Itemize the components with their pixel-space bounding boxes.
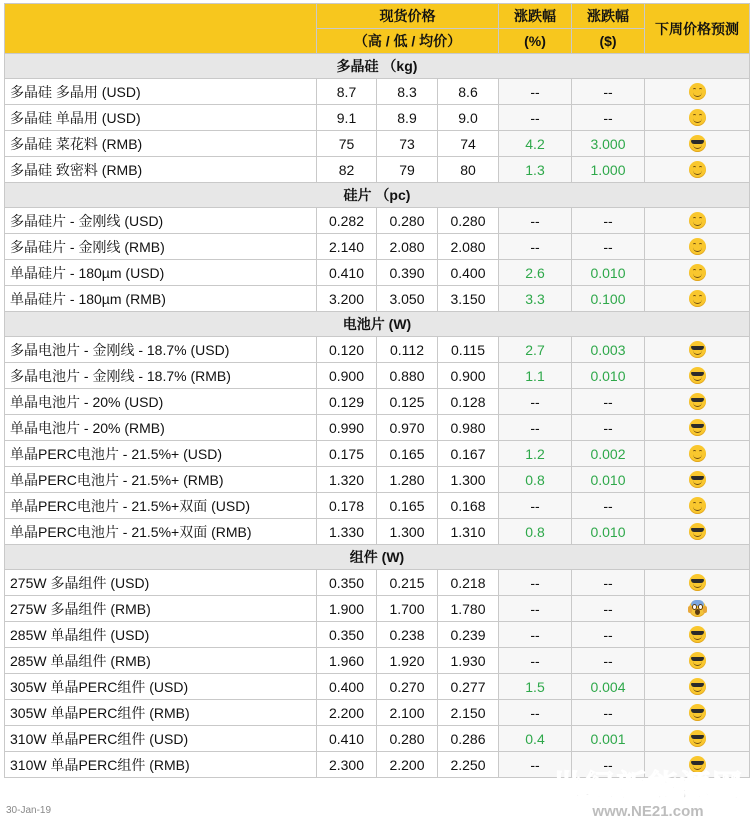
price-low: 0.970 [377,415,438,441]
smiling-face-icon [689,109,706,126]
sunglasses-face-icon [689,523,706,540]
table-row [5,519,750,545]
forecast-cell [645,105,750,131]
price-high: 0.350 [317,570,377,596]
price-average: 0.115 [438,337,499,363]
header-change-usd: 涨跌幅 [572,4,645,29]
price-low: 0.280 [377,208,438,234]
table-row [5,105,750,131]
product-name: 单晶PERC电池片 - 21.5%+ (RMB) [5,467,317,493]
price-low: 1.920 [377,648,438,674]
product-name: 305W 单晶PERC组件 (RMB) [5,700,317,726]
price-low: 2.200 [377,752,438,778]
change-usd: 1.000 [572,157,645,183]
table-row [5,596,750,622]
change-usd: 0.010 [572,519,645,545]
product-name: 285W 单晶组件 (USD) [5,622,317,648]
sunglasses-face-icon [689,419,706,436]
price-low: 3.050 [377,286,438,312]
change-usd: 0.001 [572,726,645,752]
sunglasses-face-icon [689,135,706,152]
sunglasses-face-icon [689,730,706,747]
forecast-cell [645,467,750,493]
product-name: 单晶硅片 - 180µm (RMB) [5,286,317,312]
change-percent: -- [499,79,572,105]
price-high: 8.7 [317,79,377,105]
change-percent: -- [499,105,572,131]
forecast-cell [645,337,750,363]
table-row [5,234,750,260]
table-row [5,286,750,312]
sunglasses-face-icon [689,341,706,358]
change-percent: 0.8 [499,467,572,493]
sunglasses-face-icon [689,678,706,695]
table-row [5,389,750,415]
price-average: 0.218 [438,570,499,596]
forecast-cell [645,674,750,700]
change-usd: -- [572,208,645,234]
change-percent: 2.7 [499,337,572,363]
price-average: 74 [438,131,499,157]
price-low: 0.270 [377,674,438,700]
product-name: 多晶硅 多晶用 (USD) [5,79,317,105]
price-low: 0.165 [377,493,438,519]
change-usd: -- [572,389,645,415]
price-high: 0.990 [317,415,377,441]
price-high: 2.300 [317,752,377,778]
price-average: 1.300 [438,467,499,493]
section-header-row [5,54,750,79]
sunglasses-face-icon [689,471,706,488]
table-row [5,131,750,157]
change-usd: -- [572,622,645,648]
price-high: 3.200 [317,286,377,312]
change-usd: 0.010 [572,260,645,286]
table-row [5,208,750,234]
sunglasses-face-icon [689,652,706,669]
product-name: 多晶电池片 - 金刚线 - 18.7% (USD) [5,337,317,363]
section-title: 硅片 （pc) [5,183,750,208]
table-row [5,726,750,752]
report-date: 30-Jan-19 [6,805,52,816]
forecast-cell [645,131,750,157]
product-name: 310W 单晶PERC组件 (RMB) [5,752,317,778]
sunglasses-face-icon [689,574,706,591]
price-high: 0.350 [317,622,377,648]
change-percent: 2.6 [499,260,572,286]
price-high: 75 [317,131,377,157]
table-row [5,157,750,183]
change-usd: 0.010 [572,363,645,389]
change-percent: 1.5 [499,674,572,700]
price-low: 0.238 [377,622,438,648]
price-low: 79 [377,157,438,183]
price-average: 2.150 [438,700,499,726]
forecast-cell [645,700,750,726]
price-low: 0.215 [377,570,438,596]
product-name: 单晶硅片 - 180µm (USD) [5,260,317,286]
table-row [5,337,750,363]
table-row [5,467,750,493]
table-row [5,700,750,726]
table-row [5,674,750,700]
header-spot-price-sub: （高 / 低 / 均价） [317,29,499,54]
price-high: 1.960 [317,648,377,674]
product-name: 单晶PERC电池片 - 21.5%+双面 (USD) [5,493,317,519]
product-name: 285W 单晶组件 (RMB) [5,648,317,674]
product-name: 多晶硅片 - 金刚线 (RMB) [5,234,317,260]
watermark-title: 世纪新能源网 [552,770,744,803]
forecast-cell [645,234,750,260]
price-high: 0.900 [317,363,377,389]
price-average: 0.900 [438,363,499,389]
forecast-cell [645,79,750,105]
price-average: 2.250 [438,752,499,778]
change-percent: -- [499,596,572,622]
change-percent: -- [499,208,572,234]
price-low: 0.112 [377,337,438,363]
table-row [5,570,750,596]
header-forecast: 下周价格预测 [645,4,750,54]
product-name: 多晶硅 菜花料 (RMB) [5,131,317,157]
change-usd: -- [572,648,645,674]
change-usd: -- [572,700,645,726]
change-percent: 0.8 [499,519,572,545]
change-usd: -- [572,415,645,441]
header-name-cell [5,4,317,54]
product-name: 单晶电池片 - 20% (USD) [5,389,317,415]
price-table [4,3,750,778]
section-title: 电池片 (W) [5,312,750,337]
price-high: 0.178 [317,493,377,519]
table-row [5,79,750,105]
product-name: 305W 单晶PERC组件 (USD) [5,674,317,700]
table-row [5,415,750,441]
change-percent: 0.4 [499,726,572,752]
price-average: 1.310 [438,519,499,545]
change-percent: -- [499,622,572,648]
change-usd: -- [572,570,645,596]
forecast-cell [645,415,750,441]
product-name: 275W 多晶组件 (USD) [5,570,317,596]
forecast-cell [645,363,750,389]
sunglasses-face-icon [689,393,706,410]
forecast-cell [645,157,750,183]
change-usd: 0.003 [572,337,645,363]
change-percent: -- [499,389,572,415]
change-usd: 0.010 [572,467,645,493]
section-title: 多晶硅 （kg) [5,54,750,79]
product-name: 多晶硅 单晶用 (USD) [5,105,317,131]
header-change-pct-unit: (%) [499,29,572,54]
price-low: 2.080 [377,234,438,260]
header-change-pct: 涨跌幅 [499,4,572,29]
price-average: 3.150 [438,286,499,312]
smiling-face-icon [689,264,706,281]
price-high: 0.410 [317,726,377,752]
price-low: 73 [377,131,438,157]
price-average: 1.930 [438,648,499,674]
price-high: 0.120 [317,337,377,363]
price-high: 1.320 [317,467,377,493]
product-name: 单晶PERC电池片 - 21.5%+ (USD) [5,441,317,467]
table-row [5,622,750,648]
price-low: 0.165 [377,441,438,467]
price-average: 9.0 [438,105,499,131]
price-high: 2.140 [317,234,377,260]
product-name: 多晶硅 致密料 (RMB) [5,157,317,183]
table-row [5,441,750,467]
header-change-usd-unit: ($) [572,29,645,54]
smiling-face-icon [689,445,706,462]
screaming-face-icon [689,600,706,617]
header-row-1 [5,4,750,29]
smiling-face-icon [689,238,706,255]
change-usd: 0.004 [572,674,645,700]
price-average: 0.400 [438,260,499,286]
change-percent: -- [499,493,572,519]
forecast-cell [645,726,750,752]
price-low: 0.125 [377,389,438,415]
forecast-cell [645,389,750,415]
price-average: 8.6 [438,79,499,105]
price-average: 0.280 [438,208,499,234]
price-low: 8.3 [377,79,438,105]
change-usd: 3.000 [572,131,645,157]
product-name: 多晶电池片 - 金刚线 - 18.7% (RMB) [5,363,317,389]
change-percent: 3.3 [499,286,572,312]
price-low: 8.9 [377,105,438,131]
price-high: 0.175 [317,441,377,467]
smiling-face-icon [689,290,706,307]
forecast-cell [645,493,750,519]
change-usd: -- [572,105,645,131]
header-spot-price: 现货价格 [317,4,499,29]
price-low: 1.300 [377,519,438,545]
forecast-cell [645,519,750,545]
price-average: 0.277 [438,674,499,700]
change-percent: 1.2 [499,441,572,467]
forecast-cell [645,648,750,674]
sunglasses-face-icon [689,704,706,721]
change-percent: -- [499,570,572,596]
forecast-cell [645,286,750,312]
forecast-cell [645,208,750,234]
smiling-face-icon [689,83,706,100]
section-header-row [5,312,750,337]
change-percent: 4.2 [499,131,572,157]
section-title: 组件 (W) [5,545,750,570]
product-name: 单晶PERC电池片 - 21.5%+双面 (RMB) [5,519,317,545]
table-row [5,648,750,674]
change-usd: -- [572,752,645,778]
price-average: 0.239 [438,622,499,648]
forecast-cell [645,260,750,286]
watermark [552,770,744,820]
section-header-row [5,545,750,570]
price-average: 2.080 [438,234,499,260]
product-name: 多晶硅片 - 金刚线 (USD) [5,208,317,234]
change-percent: -- [499,648,572,674]
price-high: 1.900 [317,596,377,622]
smiling-face-icon [689,161,706,178]
price-high: 0.129 [317,389,377,415]
price-high: 82 [317,157,377,183]
change-percent: 1.3 [499,157,572,183]
price-average: 0.168 [438,493,499,519]
change-usd: -- [572,493,645,519]
price-average: 0.167 [438,441,499,467]
section-header-row [5,183,750,208]
watermark-url: www.NE21.com [592,803,704,820]
forecast-cell [645,570,750,596]
price-high: 0.410 [317,260,377,286]
table-row [5,363,750,389]
forecast-cell [645,441,750,467]
product-name: 310W 单晶PERC组件 (USD) [5,726,317,752]
price-high: 0.282 [317,208,377,234]
product-name: 单晶电池片 - 20% (RMB) [5,415,317,441]
price-low: 1.280 [377,467,438,493]
price-average: 0.128 [438,389,499,415]
price-average: 1.780 [438,596,499,622]
forecast-cell [645,622,750,648]
price-average: 0.980 [438,415,499,441]
change-usd: -- [572,79,645,105]
change-percent: -- [499,752,572,778]
change-percent: -- [499,234,572,260]
change-usd: -- [572,596,645,622]
table-row [5,260,750,286]
sunglasses-face-icon [689,626,706,643]
product-name: 275W 多晶组件 (RMB) [5,596,317,622]
forecast-cell [645,596,750,622]
table-row [5,493,750,519]
price-high: 2.200 [317,700,377,726]
price-high: 9.1 [317,105,377,131]
smiling-face-icon [689,212,706,229]
change-percent: -- [499,415,572,441]
smiling-face-icon [689,497,706,514]
price-average: 0.286 [438,726,499,752]
price-low: 0.280 [377,726,438,752]
price-high: 0.400 [317,674,377,700]
change-usd: 0.002 [572,441,645,467]
change-percent: 1.1 [499,363,572,389]
change-usd: -- [572,234,645,260]
change-usd: 0.100 [572,286,645,312]
change-percent: -- [499,700,572,726]
price-low: 2.100 [377,700,438,726]
price-low: 0.390 [377,260,438,286]
price-low: 1.700 [377,596,438,622]
price-average: 80 [438,157,499,183]
price-high: 1.330 [317,519,377,545]
price-low: 0.880 [377,363,438,389]
sunglasses-face-icon [689,367,706,384]
